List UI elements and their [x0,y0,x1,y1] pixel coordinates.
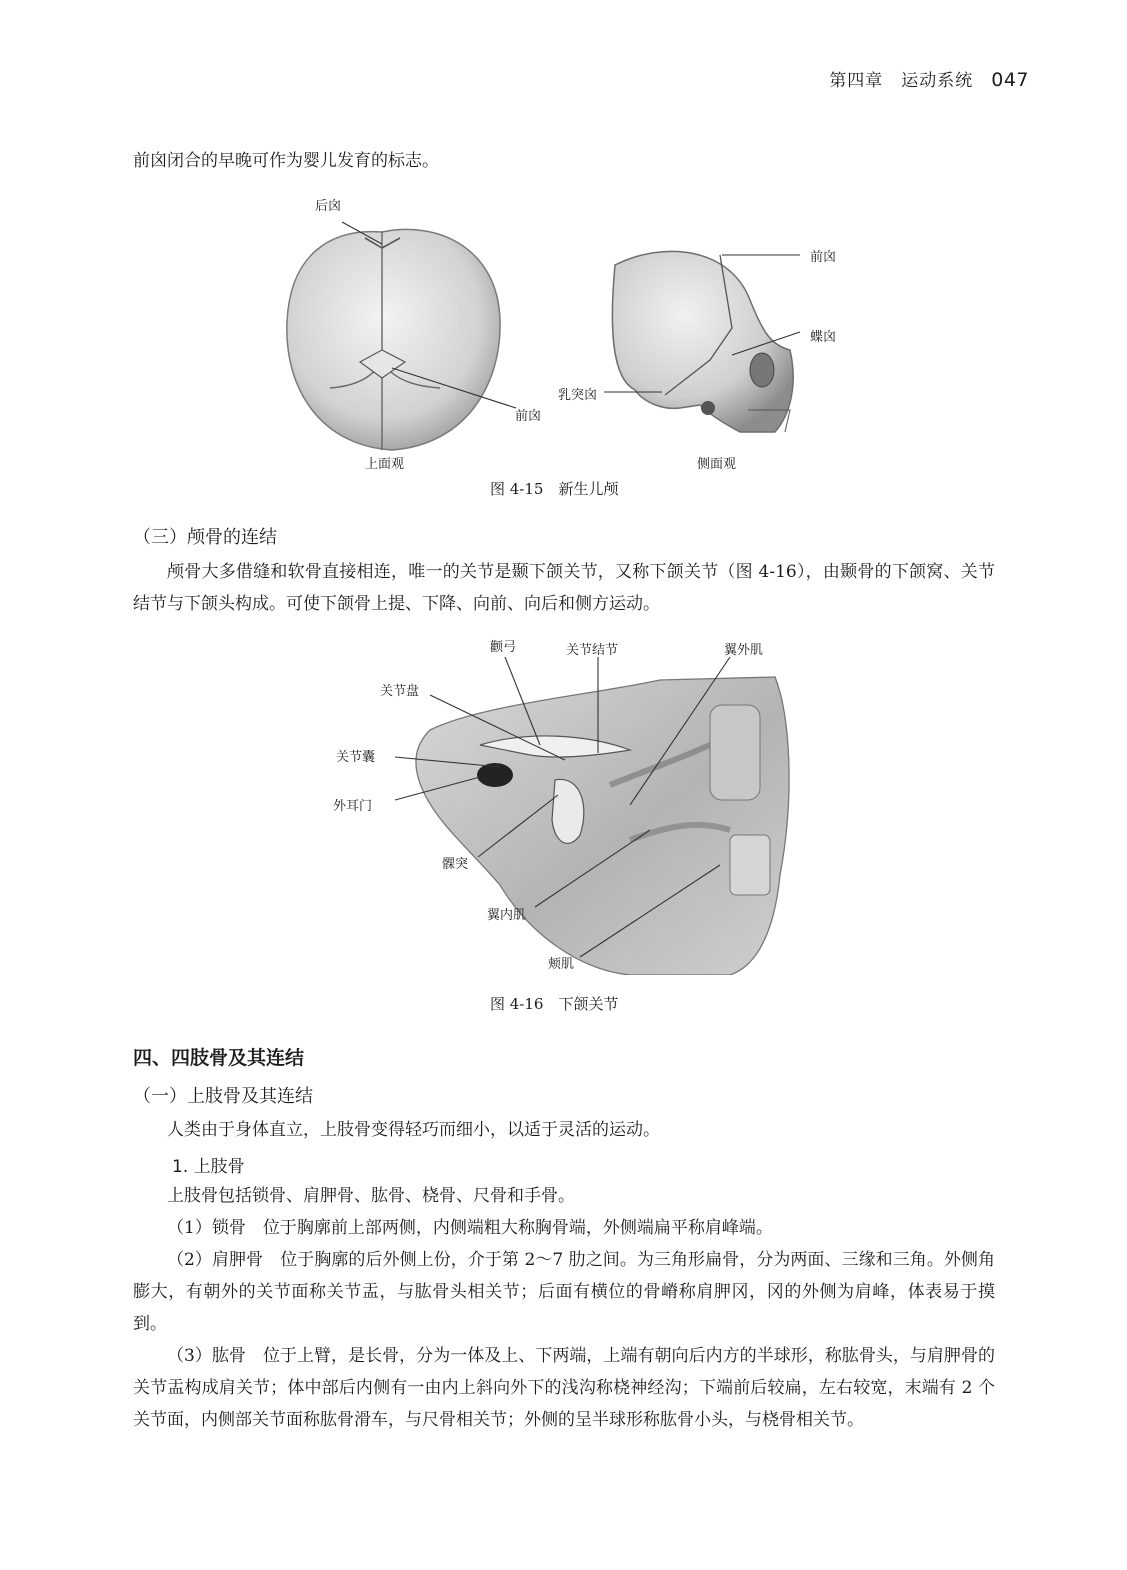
label-lateral-pterygoid: 翼外肌 [724,643,764,658]
label-medial-pterygoid: 翼内肌 [487,908,527,923]
section-heading-limb-bones: 四、四肢骨及其连结 [133,1047,305,1069]
page-header [829,66,1029,91]
intro-line: 前囟闭合的早晚可作为婴儿发育的标志。 [133,151,439,171]
item-heading-upper-limb-bones: 1. 上肢骨 [172,1157,245,1177]
label-mastoid-fontanelle: 乳突囟 [558,388,598,403]
label-sphenoid-fontanelle: 蝶囟 [810,330,837,345]
label-external-acoustic: 外耳门 [333,799,373,814]
skull-top-view [287,229,500,450]
label-anterior-fontanelle-top: 前囟 [515,409,542,424]
section-heading-skull-joints: （三）颅骨的连结 [133,527,277,548]
subsection-heading-upper-limb: （一）上肢骨及其连结 [133,1086,313,1107]
label-articular-tubercle: 关节结节 [566,643,619,658]
label-posterior-fontanelle: 后囟 [315,199,342,214]
label-articular-disc: 关节盘 [380,684,420,699]
paragraph-scapula: （2）肩胛骨 位于胸廓的后外侧上份，介于第 2～7 肋之间。为三角形扁骨，分为两面、三缘和三角。外侧角膨大，有朝外的关节面称关节盂，与肱骨头相关节；后面有横位的骨嵴称肩胛冈，冈的外侧为肩峰，体表易于摸到。 [133,1250,995,1334]
figure-caption-4-15: 图 4-15 新生儿颅 [490,480,619,498]
label-top-view: 上面观 [365,457,405,472]
figure-caption-4-16: 图 4-16 下颌关节 [490,995,619,1013]
label-zygomatic-arch: 颧弓 [490,640,517,655]
paragraph-upper-limb-intro: 人类由于身体直立，上肢骨变得轻巧而细小，以适于灵活的运动。 [167,1120,660,1140]
paragraph-skull-joints: 颅骨大多借缝和软骨直接相连，唯一的关节是颞下颌关节，又称下颌关节（图 4-16），由颞骨的下颌窝、关节结节与下颌头构成。可使下颌骨上提、下降、向前、向后和侧方运动。 [133,562,995,614]
figure-newborn-skull [270,210,830,480]
label-buccinator: 颊肌 [548,957,575,972]
paragraph-clavicle: （1）锁骨 位于胸廓前上部两侧，内侧端粗大称胸骨端，外侧端扁平称肩峰端。 [167,1218,773,1238]
label-joint-capsule: 关节囊 [336,750,376,765]
page-number: 047 [991,69,1029,91]
chapter-title: 第四章 运动系统 [829,71,974,91]
label-anterior-fontanelle-side: 前囟 [810,250,837,265]
label-side-view: 侧面观 [697,457,737,472]
paragraph-upper-limb-bones: 上肢骨包括锁骨、肩胛骨、肱骨、桡骨、尺骨和手骨。 [167,1186,575,1206]
label-condyle: 髁突 [442,857,469,872]
paragraph-humerus: （3）肱骨 位于上臂，是长骨，分为一体及上、下两端，上端有朝向后内方的半球形，称肱骨头，与肩胛骨的关节盂构成肩关节；体中部后内侧有一由内上斜向外下的浅沟称桡神经沟；下端前后较扁，左右较宽，末端有 2 个关节面，内侧部关节面称肱骨滑车，与尺骨相关节；外侧的呈半球形称肱骨小头，与桡骨相关节。 [133,1346,995,1430]
